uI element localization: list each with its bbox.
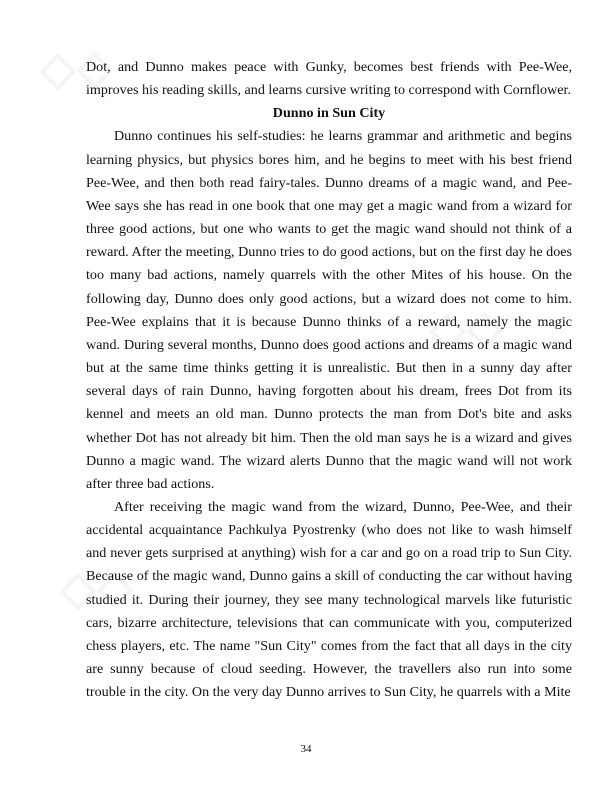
section-heading: Dunno in Sun City — [272, 105, 386, 122]
opening-paragraph: Dot, and Dunno makes peace with Gunky, becomes best friends with Pee-Wee, improves his reading skills, and learns cursive writing to correspond with Cornflower. — [86, 59, 572, 99]
watermark-shape: ◇◇ — [59, 559, 136, 615]
watermark-shape: ◇◇ — [39, 39, 116, 95]
page-number: 34 — [300, 743, 312, 755]
watermark-shape: ◇◇ — [429, 299, 506, 355]
paragraph: Dunno continues his self-studies: he learns grammar and arithmetic and begins learning physics, but physics bores him, and he begins to meet with his best friend Pee-Wee, and then both read fairy-tales. Dunno dreams of a magic wand, and Pee-Wee says she has read in one book that one may get a magic wand from a wizard for three good actions, but one who wants to get the magic wand should not think of a reward. After the meeting, Dunno tries to do good actions, but on the first day he does too many bad actions, namely quarrels with the other Mites of his house. On the following day, Dunno does only good actions, but a wizard does not come to him. Pee-Wee explains that it is because Dunno thinks of a reward, namely the magic wand. During several months, Dunno does good actions and dreams of a magic wand but at the same time thinks getting it is unrealistic. But then in a sunny day after several days of rain Dunno, having forgotten about his dream, frees Dot from its kennel and meets an old man. Dunno protects the man from Dot's bite and asks whether Dot has not already bit him. Then the old man says he is a wizard and gives Dunno a magic wand. The wizard alerts Dunno that the magic wand will not work after three bad actions. — [86, 128, 572, 492]
paragraph: After receiving the magic wand from the wizard, Dunno, Pee-Wee, and their accidental acquaintance Pachkulya Pyostrenky (who does not like to wash himself and never gets surprised at anything) wish for a car and go on a road trip to Sun City. Because of the magic wand, Dunno gains a skill of conducting the car without having studied it. During their journey, they see many technological marvels like futuristic cars, bizarre architecture, televisions that can communicate with you, computerized chess players, etc. The name "Sun City" comes from the fact that all days in the city are sunny because of cloud seeding. However, the travellers also run into some trouble in the city. On the very day Dunno arrives to Sun City, he quarrels with a Mite — [86, 498, 572, 701]
body-text — [86, 56, 572, 704]
